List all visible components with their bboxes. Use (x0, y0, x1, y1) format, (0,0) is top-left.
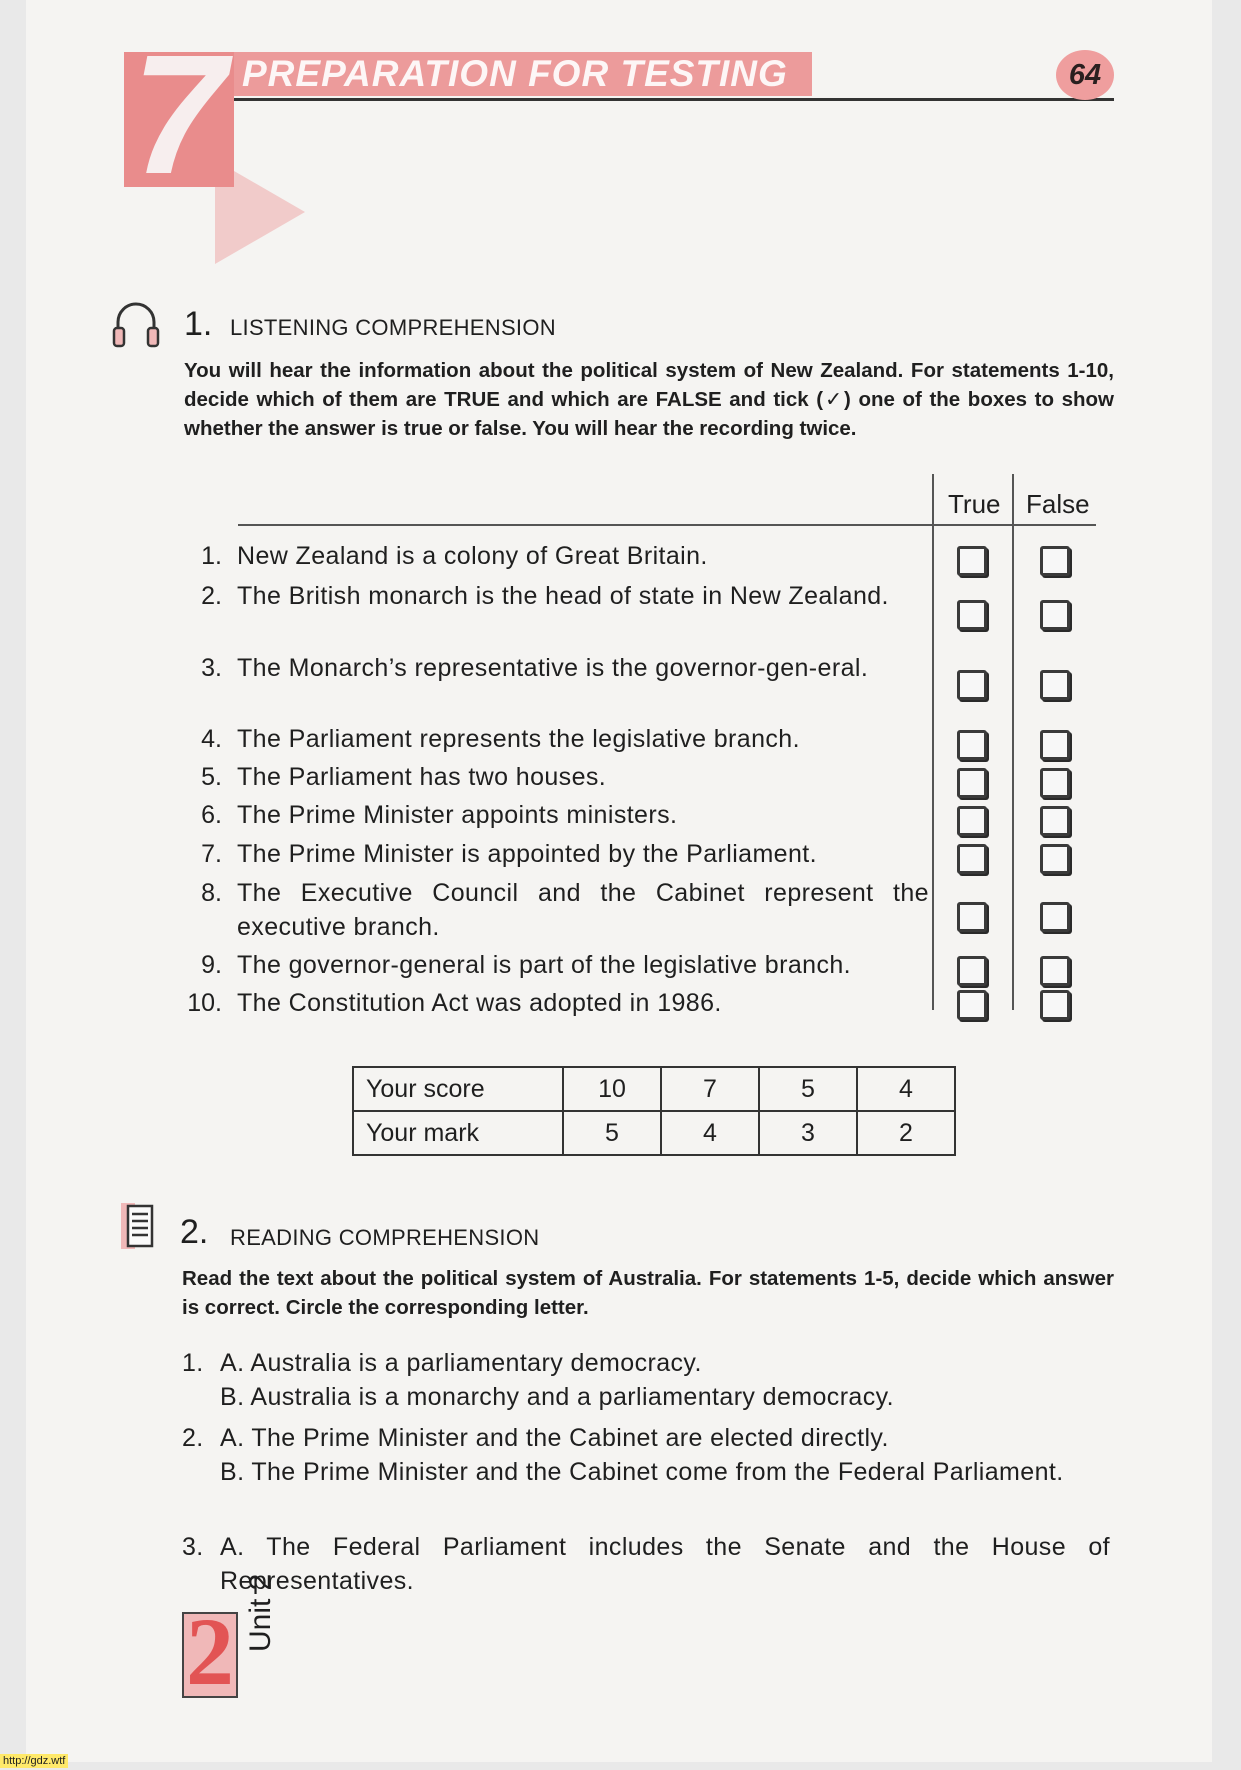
true-column-divider (932, 474, 934, 1010)
true-checkbox-8[interactable] (957, 902, 987, 932)
mark-cell: 2 (857, 1111, 955, 1155)
statement-number: 5. (201, 763, 222, 791)
statement-number: 9. (201, 951, 222, 979)
statement-text: New Zealand is a colony of Great Britain. (237, 542, 708, 570)
score-cell: 4 (857, 1067, 955, 1111)
score-cell: 10 (563, 1067, 661, 1111)
statement-text: The Monarch’s representative is the governor-gen-eral. (237, 654, 869, 682)
answer-option-a[interactable]: A. The Federal Parliament includes the Senate and the House of Representatives. (220, 1533, 1110, 1595)
score-table (352, 1066, 956, 1156)
page-number: 64 (1068, 59, 1102, 91)
question-number: 1. (182, 1349, 204, 1377)
column-header-true: True (948, 489, 1001, 519)
score-row (353, 1067, 955, 1111)
document-icon (120, 1202, 156, 1250)
false-checkbox-10[interactable] (1040, 990, 1070, 1020)
answer-option-b[interactable]: B. The Prime Minister and the Cabinet come from the Federal Parliament. (220, 1458, 1064, 1486)
false-checkbox-2[interactable] (1040, 600, 1070, 630)
true-checkbox-1[interactable] (957, 546, 987, 576)
unit-label: Unit 2 (244, 1573, 277, 1652)
table-header-rule (238, 524, 1096, 526)
answer-option-a[interactable]: A. The Prime Minister and the Cabinet are elected directly. (220, 1424, 889, 1452)
statement-number: 3. (201, 654, 222, 682)
section-2-title: READING COMPREHENSION (230, 1225, 540, 1250)
false-checkbox-3[interactable] (1040, 670, 1070, 700)
false-checkbox-8[interactable] (1040, 902, 1070, 932)
false-checkbox-5[interactable] (1040, 768, 1070, 798)
false-checkbox-6[interactable] (1040, 806, 1070, 836)
headphones-icon (112, 296, 160, 354)
false-checkbox-1[interactable] (1040, 546, 1070, 576)
statement-number: 4. (201, 725, 222, 753)
mark-cell: 3 (759, 1111, 857, 1155)
mark-cell: 5 (563, 1111, 661, 1155)
section-1-instructions: You will hear the information about the political system of New Zealand. For statements 1-10, decide which of them are TRUE and which are FALSE and tick (✓) one of the boxes to show whether the answer is true or false. You will hear the recording twice. (184, 359, 1114, 440)
section-2-number: 2. (180, 1213, 209, 1251)
statement-number: 7. (201, 840, 222, 868)
false-checkbox-9[interactable] (1040, 956, 1070, 986)
false-checkbox-4[interactable] (1040, 730, 1070, 760)
statement-number: 10. (187, 989, 222, 1017)
true-checkbox-7[interactable] (957, 844, 987, 874)
statement-text: The Parliament represents the legislative branch. (237, 725, 800, 753)
section-2-instructions: Read the text about the political system of Australia. For statements 1-5, decide which answer is correct. Circle the corresponding letter. (182, 1267, 1114, 1319)
statement-number: 2. (201, 582, 222, 610)
mark-label: Your mark (353, 1111, 563, 1155)
footer-url[interactable]: http://gdz.wtf (0, 1754, 68, 1768)
true-checkbox-5[interactable] (957, 768, 987, 798)
false-checkbox-7[interactable] (1040, 844, 1070, 874)
section-1-number: 1. (184, 305, 213, 343)
chapter-number: 7 (131, 20, 227, 210)
page-title: PREPARATION FOR TESTING (242, 53, 788, 94)
statement-number: 1. (201, 542, 222, 570)
true-checkbox-10[interactable] (957, 990, 987, 1020)
true-checkbox-2[interactable] (957, 600, 987, 630)
statement-text: The Prime Minister is appointed by the Parliament. (237, 840, 817, 868)
column-header-false: False (1026, 489, 1090, 519)
question-number: 3. (182, 1533, 204, 1561)
mark-row (353, 1111, 955, 1155)
statement-text: The British monarch is the head of state in New Zealand. (237, 582, 889, 610)
statement-text: The Prime Minister appoints ministers. (237, 801, 678, 829)
false-column-divider (1012, 474, 1014, 1010)
answer-option-b[interactable]: B. Australia is a monarchy and a parliamentary democracy. (220, 1383, 895, 1411)
true-checkbox-9[interactable] (957, 956, 987, 986)
statement-text: The Executive Council and the Cabinet represent the executive branch. (237, 879, 929, 941)
header-rule (234, 98, 1114, 101)
unit-number: 2 (186, 1598, 234, 1705)
score-cell: 5 (759, 1067, 857, 1111)
statement-text: The Parliament has two houses. (237, 763, 607, 791)
score-cell: 7 (661, 1067, 759, 1111)
question-number: 2. (182, 1424, 204, 1452)
answer-option-a[interactable]: A. Australia is a parliamentary democracy. (220, 1349, 702, 1377)
true-checkbox-3[interactable] (957, 670, 987, 700)
true-checkbox-4[interactable] (957, 730, 987, 760)
mark-cell: 4 (661, 1111, 759, 1155)
score-label: Your score (353, 1067, 563, 1111)
true-checkbox-6[interactable] (957, 806, 987, 836)
section-1-title: LISTENING COMPREHENSION (230, 315, 556, 340)
statement-text: The governor-general is part of the legislative branch. (237, 951, 851, 979)
statement-text: The Constitution Act was adopted in 1986. (237, 989, 722, 1017)
statement-number: 6. (201, 801, 222, 829)
statement-number: 8. (201, 879, 222, 907)
